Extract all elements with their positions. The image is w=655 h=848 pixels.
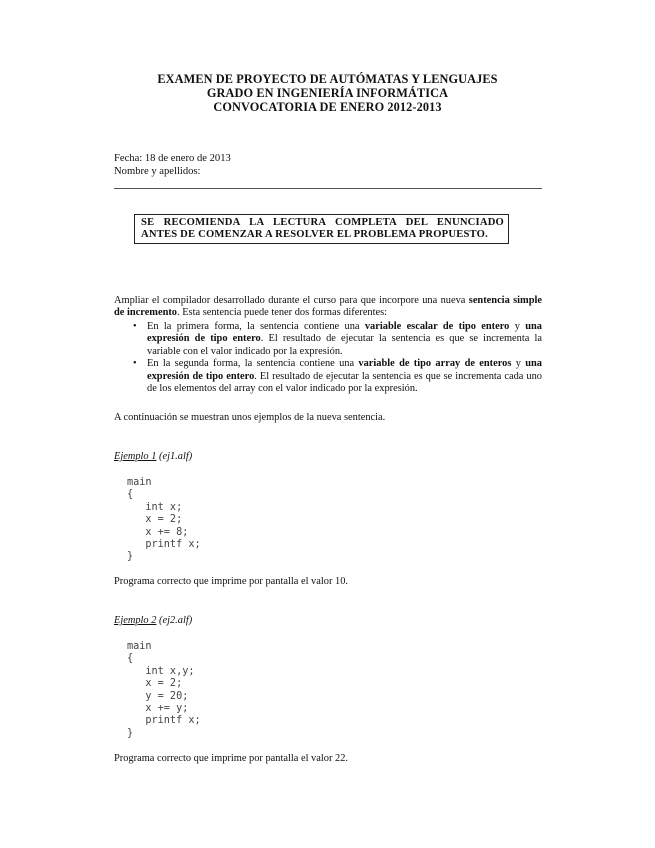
notice-line-1: SE RECOMIENDA LA LECTURA COMPLETA DEL ENUNCIADO (141, 217, 504, 228)
list-bold: una expresión de tipo entero (147, 321, 543, 345)
list-item (114, 321, 542, 358)
intro-text-end: . Esta sentencia puede tener dos formas diferentes: (177, 307, 388, 319)
exam-header (0, 72, 655, 114)
example-2-title (114, 614, 192, 627)
list-text: . El resultado de ejecutar la sentencia es que se incrementa la variable con el valor indicado por la expresión. (147, 333, 542, 357)
list-text: . El resultado de ejecutar la sentencia es que se incrementa cada uno de los elementos del array con el valor indicado por la expresión. (147, 370, 542, 395)
header-session: CONVOCATORIA DE ENERO 2012-2013 (213, 100, 442, 114)
notice-line-2: ANTES DE COMENZAR A RESOLVER EL PROBLEMA PROPUESTO. (141, 229, 488, 240)
list-item (114, 358, 542, 395)
examples-intro: A continuación se muestran unos ejemplos de la nueva sentencia. (114, 412, 386, 423)
list-text: y (509, 321, 526, 332)
example-2-code: main { int x,y; x = 2; y = 20; x += y; printf x; } (127, 641, 201, 739)
example-2-result: Programa correcto que imprime por pantalla el valor 22. (114, 753, 348, 764)
list-bold: una expresión de tipo entero (147, 358, 543, 382)
example-1-result: Programa correcto que imprime por pantalla el valor 10. (114, 576, 348, 587)
example-1-file: (ej1.alf) (156, 451, 193, 462)
header-title: EXAMEN DE PROYECTO DE AUTÓMATAS Y LENGUAJES (157, 72, 498, 86)
list-bold: variable de tipo array de enteros (358, 358, 512, 370)
example-2-label: Ejemplo 2 (114, 615, 157, 626)
example-2-file: (ej2.alf) (156, 615, 193, 626)
horizontal-divider (114, 188, 542, 189)
intro-bold: sentencia simple de incremento (114, 295, 542, 319)
example-1-code: main { int x; x = 2; x += 8; printf x; } (127, 477, 201, 563)
list-text: y (511, 358, 526, 370)
list-text: En la primera forma, la sentencia contiene una (147, 321, 365, 332)
forms-list (114, 321, 542, 395)
exam-date: Fecha: 18 de enero de 2013 (114, 153, 231, 164)
list-bold: variable escalar de tipo entero (364, 321, 510, 332)
notice-box (134, 214, 509, 244)
student-name-field: Nombre y apellidos: (114, 166, 201, 177)
example-1-label: Ejemplo 1 (114, 451, 157, 462)
bullet-icon: • (133, 358, 137, 370)
bullet-icon: • (133, 321, 137, 332)
list-text: En la segunda forma, la sentencia contiene una (147, 358, 359, 370)
intro-paragraph (114, 295, 542, 320)
example-1-title (114, 450, 192, 463)
intro-text: Ampliar el compilador desarrollado durante el curso para que incorpore una nueva (114, 295, 469, 306)
exam-meta (114, 152, 231, 178)
header-degree: GRADO EN INGENIERÍA INFORMÁTICA (206, 86, 449, 100)
